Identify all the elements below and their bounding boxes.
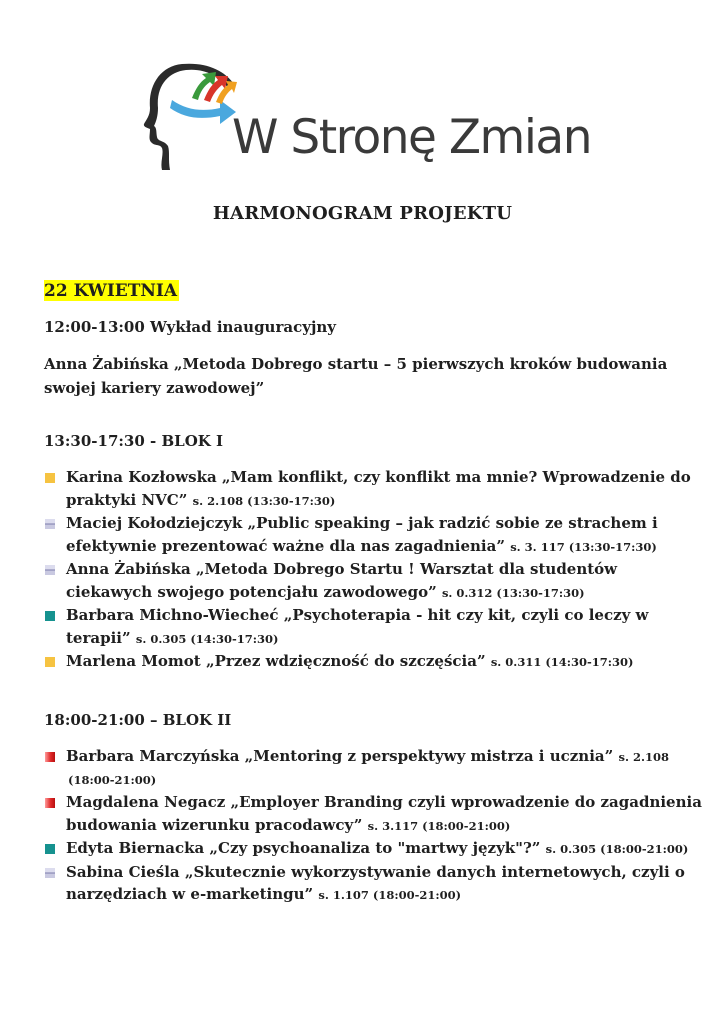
square-bullet-icon [45,868,55,878]
session-title: Barbara Marczyńska „Mentoring z perspektywy mistrza i ucznia” [66,747,614,765]
square-bullet-icon [45,752,55,762]
session-room: s. 0.311 (14:30-17:30) [490,655,634,669]
session-room: s. 2.108 [618,750,669,764]
session-title: Marlena Momot „Przez wdzięczność do szczęścia” [66,652,486,670]
list-item [44,837,704,861]
session-room: s. 3. 117 (13:30-17:30) [510,539,657,554]
page-title: HARMONOGRAM PROJEKTU [212,203,513,224]
session-room: s. 0.305 (18:00-21:00) [545,842,689,856]
session-room: s. 3.117 (18:00-21:00) [367,818,511,833]
session-title: Magdalena Negacz „Employer Branding czyli wprowadzenie do zagadnienia budowania wizerunku pracodawcy” [66,793,702,834]
logo [140,58,591,176]
session-time: (18:00-21:00) [68,772,157,787]
list-item [44,604,704,650]
session-title: Maciej Kołodziejczyk „Public speaking – jak radzić sobie ze strachem i efektywnie prezentować ważne dla nas zagadnienia” [66,514,658,555]
square-bullet-icon [45,844,55,854]
list-item [44,791,704,837]
logo-text: W Stronę Zmian [232,110,591,165]
square-bullet-icon [45,798,55,808]
block-2-heading: 18:00-21:00 – BLOK II [44,711,232,729]
session-title: Sabina Cieśla „Skutecznie wykorzystywanie danych internetowych, czyli o narzędziach w e-marketingu” [66,862,685,903]
lecture-time: 12:00-13:00 Wykład inauguracyjny [44,318,336,336]
lecture-description: Anna Żabińska „Metoda Dobrego startu – 5 pierwszych kroków budowania swojej kariery zawodowej” [44,355,668,397]
list-item [44,466,704,512]
session-title: Anna Żabińska „Metoda Dobrego Startu ! Warsztat dla studentów ciekawych swojego potencjału zawodowego” [66,560,618,601]
list-item [44,512,704,558]
date-heading: 22 KWIETNIA [44,281,178,301]
session-room: s. 1.107 (18:00-21:00) [318,888,462,902]
square-bullet-icon [45,657,55,667]
list-item [44,861,704,907]
list-item [44,745,704,791]
list-item [44,650,704,674]
square-bullet-icon [45,565,55,575]
block-1-heading: 13:30-17:30 - BLOK I [44,432,224,450]
session-title: Karina Kozłowska „Mam konflikt, czy konflikt ma mnie? Wprowadzenie do praktyki NVC” [66,468,691,509]
session-title: Edyta Biernacka „Czy psychoanaliza to "martwy język"?” [66,839,541,857]
square-bullet-icon [45,473,55,483]
square-bullet-icon [45,519,55,529]
session-room: s. 0.312 (13:30-17:30) [441,585,585,600]
session-room: s. 0.305 (14:30-17:30) [135,631,279,646]
session-room: s. 2.108 (13:30-17:30) [192,493,336,508]
square-bullet-icon [45,611,55,621]
block-2-list [44,745,704,907]
list-item [44,558,704,604]
session-title: Barbara Michno-Wiecheć „Psychoterapia - hit czy kit, czyli co leczy w terapii” [66,606,649,647]
block-1-list [44,466,704,674]
